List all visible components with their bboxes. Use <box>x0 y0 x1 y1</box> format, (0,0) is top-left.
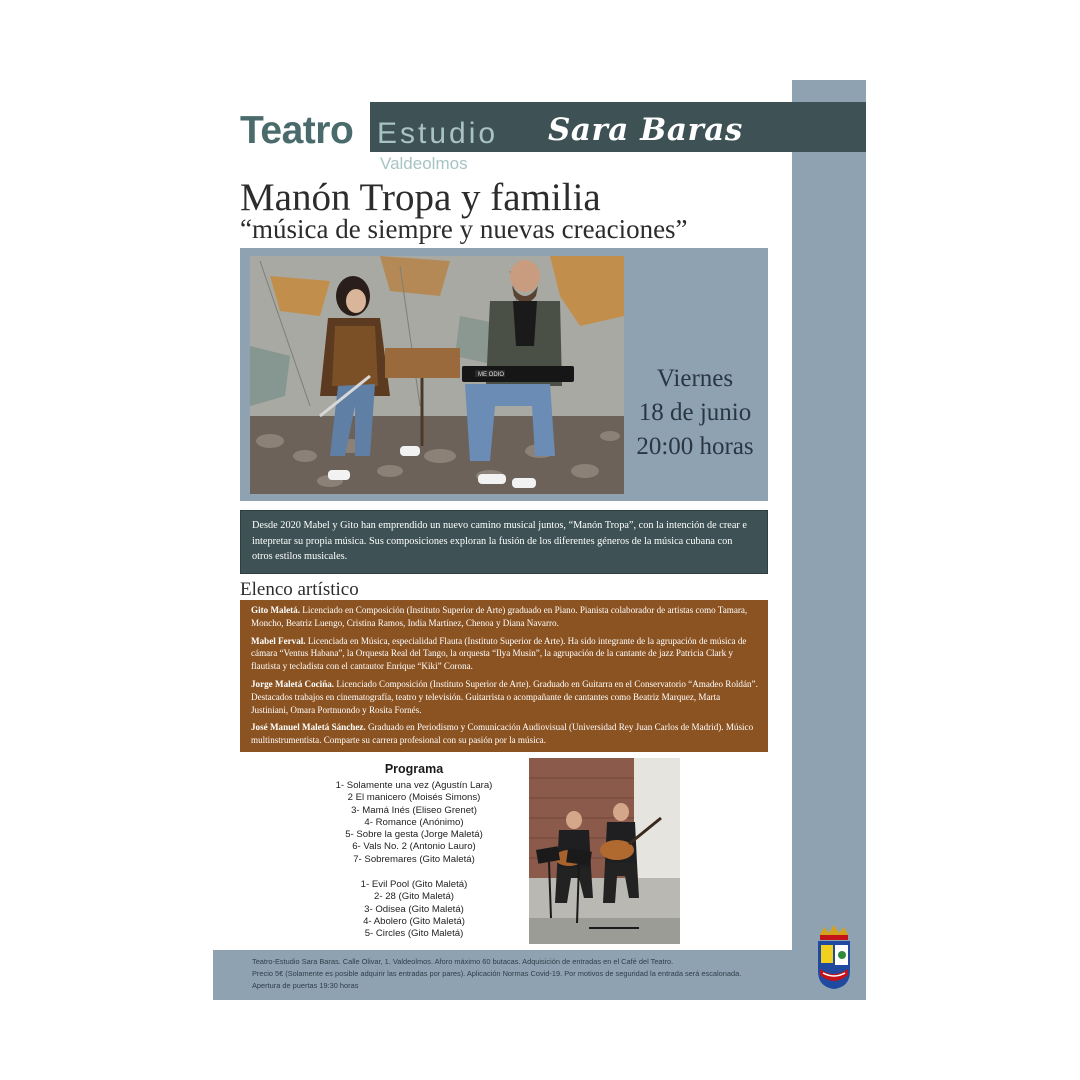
brand-estudio: Estudio <box>377 117 499 150</box>
cast-name: José Manuel Maletá Sánchez. <box>251 722 366 733</box>
cast-member <box>251 604 758 630</box>
footer-line-2: Precio 5€ (Solamente es posible adquirir las entradas por pares). Aplicación Normas Covid-19. Por motivos de seguridad la entrada será escalonada. <box>252 969 742 978</box>
event-time: 20:00 horas <box>636 433 754 460</box>
event-date <box>628 362 762 464</box>
cast-member <box>251 635 758 673</box>
programa-title: Programa <box>384 762 444 776</box>
programa-item: 7- Sobremares (Gito Maletá) <box>353 853 475 865</box>
programa-item: 4- Romance (Anónimo) <box>364 816 464 828</box>
cast-member <box>251 721 758 747</box>
cast-name: Mabel Ferval. <box>251 635 306 646</box>
duo-photo <box>250 256 624 494</box>
event-subtitle: “música de siempre y nuevas creaciones” <box>240 214 688 244</box>
cast-name: Gito Maletá. <box>251 605 300 615</box>
elenco-heading: Elenco artístico <box>240 579 359 600</box>
programa-item: 2 El manicero (Moisés Simons) <box>347 792 481 804</box>
programa-item: 1- Evil Pool (Gito Maletá) <box>360 879 468 890</box>
brand-teatro: Teatro <box>240 109 354 152</box>
cast-bio: Licenciado Composición (Instituto Superior de Arte). Graduado en Guitarra en el Conservatorio “Amadeo Roldán”. Destacados trabajos en cinematografía, teatro y televisión. Guitarrista o acompañante de cantantes como Beatriz Marquez, Marta Justiniani, Omara Portnuondo y Rosita Fornés. <box>251 678 758 715</box>
programa-item: 2- 28 (Gito Maletá) <box>374 891 454 903</box>
programa-item: 5- Circles (Gito Maletá) <box>364 928 464 940</box>
brand-valdeolmos: Valdeolmos <box>380 154 468 173</box>
programa-item: 1- Solamente una vez (Agustín Lara) <box>335 780 493 791</box>
elenco-panel <box>240 600 768 752</box>
footer-info <box>252 956 812 992</box>
intro-text: Desde 2020 Mabel y Gito han emprendido un nuevo camino musical juntos, “Manón Tropa”, con la intención de crear e intepretar su propia música. Sus composiciones exploran la fusión de los diferentes géneros de la música cubana con otros estilos musicales. <box>240 510 768 574</box>
side-panel <box>792 80 866 1000</box>
programa-item: 5- Sobre la gesta (Jorge Maletá) <box>345 829 483 841</box>
event-date-day: 18 de junio <box>638 399 752 426</box>
cast-member <box>251 678 758 716</box>
cast-bio: Licenciada en Música, especialidad Flauta (Instituto Superior de Arte). Ha sido integrante de la agrupación de música de cámara “Ventus Habana”, la Orquesta Real del Tango, la orquesta “Ilya Musin”, la agrupación de la cantante de jazz Patricia Clark y flautista y tecladista con el cantautor Enrique “Kiki” Corona. <box>251 635 747 672</box>
cast-bio: Licenciado en Composición (Instituto Superior de Arte) graduado en Piano. Pianista colaborador de artistas como Tamara, Moncho, Beatriz Luengo, Cristina Ramos, India Martínez, Chenoa y Diana Navarro. <box>251 605 748 628</box>
valdeolmos-crest-icon <box>815 925 853 991</box>
cast-bio: Graduado en Periodismo y Comunicación Audiovisual (Universidad Rey Juan Carlos de Madrid). Músico multinstrumentista. Comparte su carrera profesional con su pasión por la música. <box>251 722 754 746</box>
guitar-duo-photo <box>529 758 680 944</box>
programa-item: 4- Abolero (Gito Maletá) <box>363 915 465 927</box>
programa-item: 6- Vals No. 2 (Antonio Lauro) <box>352 841 476 853</box>
keyboard-brand-label: ME ODIO <box>478 372 505 378</box>
programa-item: 3- Mamá Inés (Eliseo Grenet) <box>351 804 477 816</box>
footer-line-1: Teatro-Estudio Sara Baras. Calle Olivar, 1. Valdeolmos. Aforo máximo 60 butacas. Adquisición de entradas en el Café del Teatro. <box>252 957 674 966</box>
cast-name: Jorge Maletá Cociña. <box>251 678 335 689</box>
programa-item: 3- Odisea (Gito Maletá) <box>364 903 464 915</box>
event-title: Manón Tropa y familia <box>240 176 601 219</box>
event-day: Viernes <box>656 365 734 392</box>
brand-sara-baras-logo: Sara Baras <box>548 112 743 148</box>
footer-line-3: Apertura de puertas 19:30 horas <box>252 981 359 990</box>
